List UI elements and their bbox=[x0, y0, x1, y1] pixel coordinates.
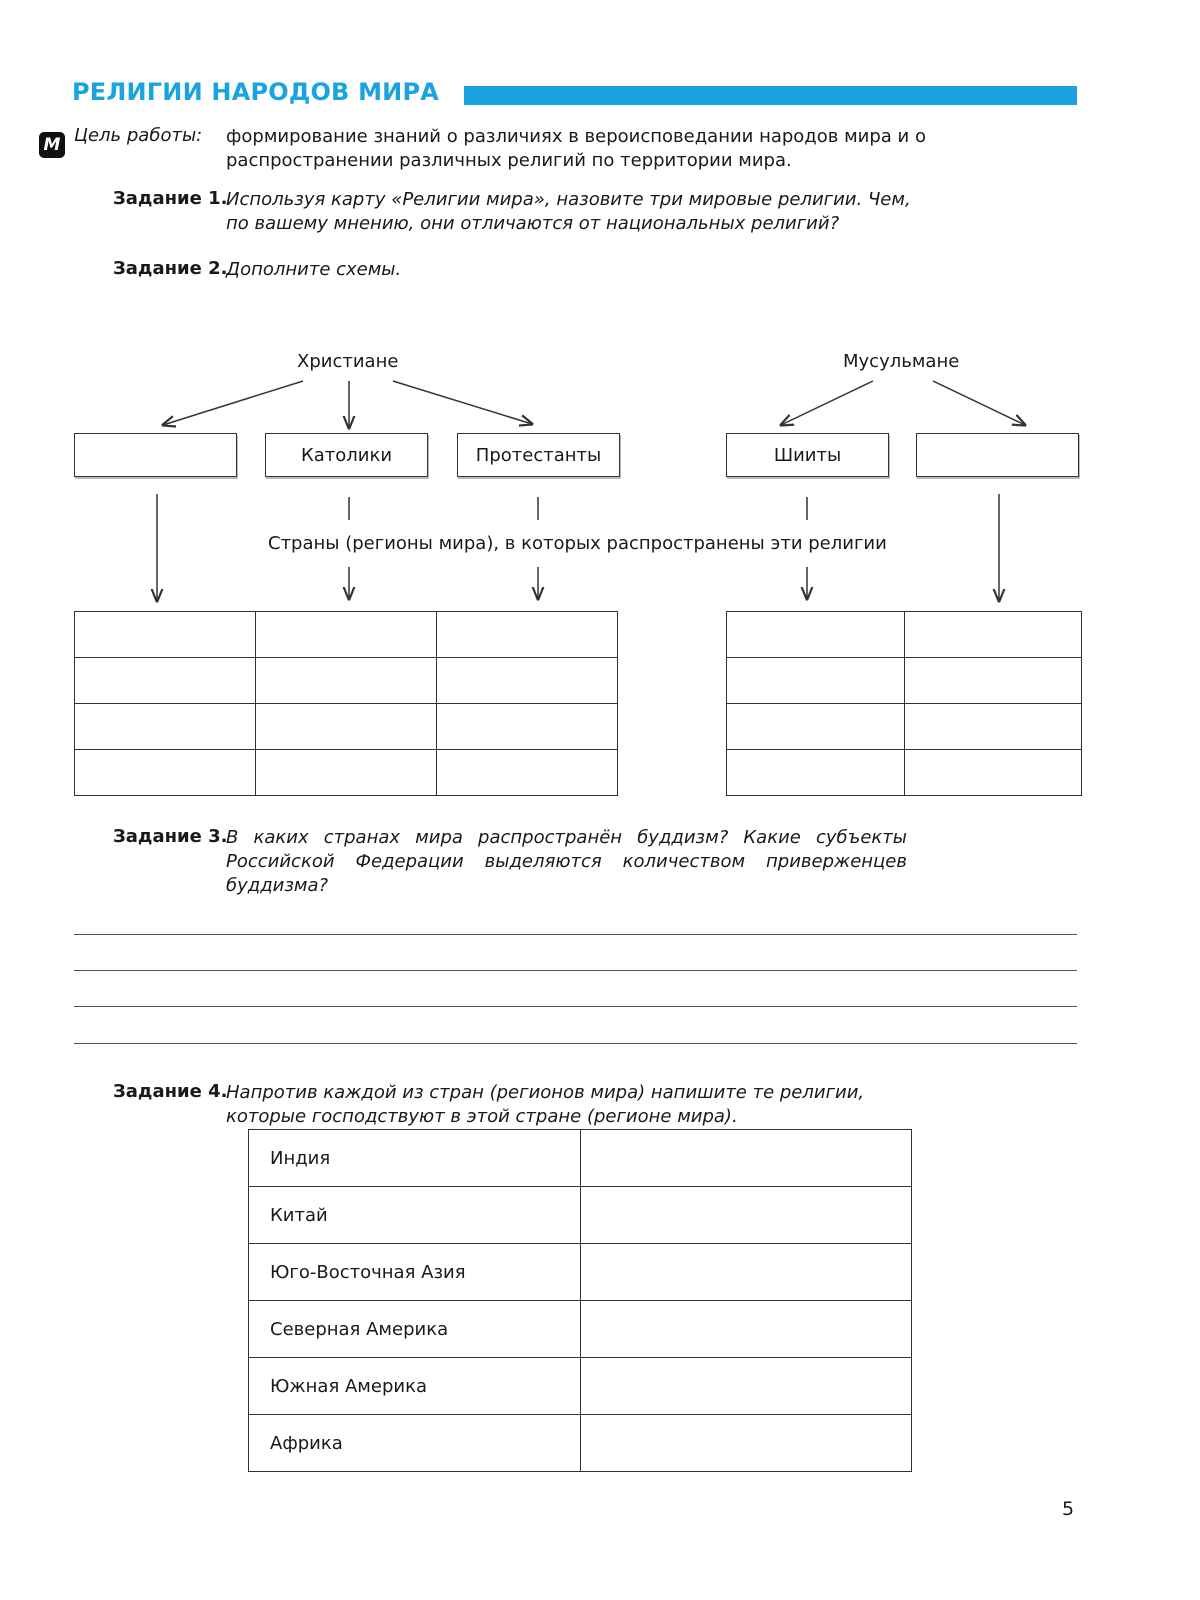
table-row bbox=[249, 1244, 912, 1301]
christian-countries-grid bbox=[74, 611, 618, 796]
scheme-box-protestants: Протестанты bbox=[457, 433, 620, 477]
arrow-christians-right bbox=[393, 381, 532, 424]
task-1-label: Задание 1. bbox=[113, 188, 228, 209]
arrow-muslims-left bbox=[781, 381, 873, 425]
religion-answer-cell[interactable] bbox=[581, 1244, 912, 1301]
grid-cell[interactable] bbox=[437, 704, 618, 750]
goal-label: Цель работы: bbox=[74, 125, 203, 146]
grid-cell[interactable] bbox=[727, 750, 905, 796]
grid-cell[interactable] bbox=[437, 658, 618, 704]
arrow-muslims-right bbox=[933, 381, 1025, 425]
grid-cell[interactable] bbox=[75, 750, 256, 796]
region-cell: Южная Америка bbox=[249, 1358, 581, 1415]
task-3-text: В каких странах мира распространён буддизм? Какие субъекты Российской Федерации выделяются количеством приверженцев буддизма? bbox=[226, 827, 907, 896]
grid-cell[interactable] bbox=[727, 704, 905, 750]
regions-religions-table bbox=[248, 1129, 912, 1472]
table-row bbox=[249, 1301, 912, 1358]
table-row bbox=[249, 1415, 912, 1472]
christians-label: Христиане bbox=[297, 351, 399, 372]
grid-cell[interactable] bbox=[256, 704, 437, 750]
answer-line[interactable] bbox=[74, 970, 1077, 971]
task-4-text: Напротив каждой из стран (регионов мира) напишите те религии, которые господствуют в этой стране (регионе мира). bbox=[226, 1082, 865, 1127]
answer-line[interactable] bbox=[74, 1043, 1077, 1044]
arrow-christians-left bbox=[163, 381, 303, 425]
table-row bbox=[249, 1130, 912, 1187]
region-cell: Индия bbox=[249, 1130, 581, 1187]
religion-answer-cell[interactable] bbox=[581, 1130, 912, 1187]
grid-cell[interactable] bbox=[75, 658, 256, 704]
answer-line[interactable] bbox=[74, 1006, 1077, 1007]
table-row bbox=[249, 1358, 912, 1415]
goal-text: формирование знаний о различиях в вероисповедании народов мира и о распространении различных религий по территории мира. bbox=[226, 126, 926, 171]
religion-answer-cell[interactable] bbox=[581, 1415, 912, 1472]
task-1-text: Используя карту «Религии мира», назовите три мировые религии. Чем, по вашему мнению, они отличаются от национальных религий? bbox=[226, 189, 911, 234]
task-4-label: Задание 4. bbox=[113, 1081, 228, 1102]
grid-cell[interactable] bbox=[437, 612, 618, 658]
grid-cell[interactable] bbox=[256, 658, 437, 704]
page-title: РЕЛИГИИ НАРОДОВ МИРА bbox=[72, 78, 440, 106]
badge-letter: М bbox=[43, 135, 61, 155]
religion-answer-cell[interactable] bbox=[581, 1301, 912, 1358]
grid-cell[interactable] bbox=[75, 612, 256, 658]
countries-caption: Страны (регионы мира), в которых распространены эти религии bbox=[268, 533, 887, 554]
answer-line[interactable] bbox=[74, 934, 1077, 935]
grid-cell[interactable] bbox=[75, 704, 256, 750]
grid-cell[interactable] bbox=[727, 658, 905, 704]
region-cell: Африка bbox=[249, 1415, 581, 1472]
region-cell: Китай bbox=[249, 1187, 581, 1244]
task-3-label: Задание 3. bbox=[113, 826, 228, 847]
page-number: 5 bbox=[1062, 1498, 1075, 1520]
religion-answer-cell[interactable] bbox=[581, 1187, 912, 1244]
region-cell: Северная Америка bbox=[249, 1301, 581, 1358]
scheme-box-shia: Шииты bbox=[726, 433, 889, 477]
grid-cell[interactable] bbox=[904, 750, 1082, 796]
task-2-label: Задание 2. bbox=[113, 258, 228, 279]
grid-cell[interactable] bbox=[904, 658, 1082, 704]
grid-cell[interactable] bbox=[256, 750, 437, 796]
region-cell: Юго-Восточная Азия bbox=[249, 1244, 581, 1301]
grid-cell[interactable] bbox=[727, 612, 905, 658]
scheme-box-catholics: Католики bbox=[265, 433, 428, 477]
table-row bbox=[249, 1187, 912, 1244]
grid-cell[interactable] bbox=[904, 612, 1082, 658]
muslims-label: Мусульмане bbox=[843, 351, 960, 372]
task-2-text: Дополните схемы. bbox=[226, 259, 402, 280]
religion-answer-cell[interactable] bbox=[581, 1358, 912, 1415]
muslim-countries-grid bbox=[726, 611, 1082, 796]
grid-cell[interactable] bbox=[904, 704, 1082, 750]
grid-cell[interactable] bbox=[256, 612, 437, 658]
grid-cell[interactable] bbox=[437, 750, 618, 796]
